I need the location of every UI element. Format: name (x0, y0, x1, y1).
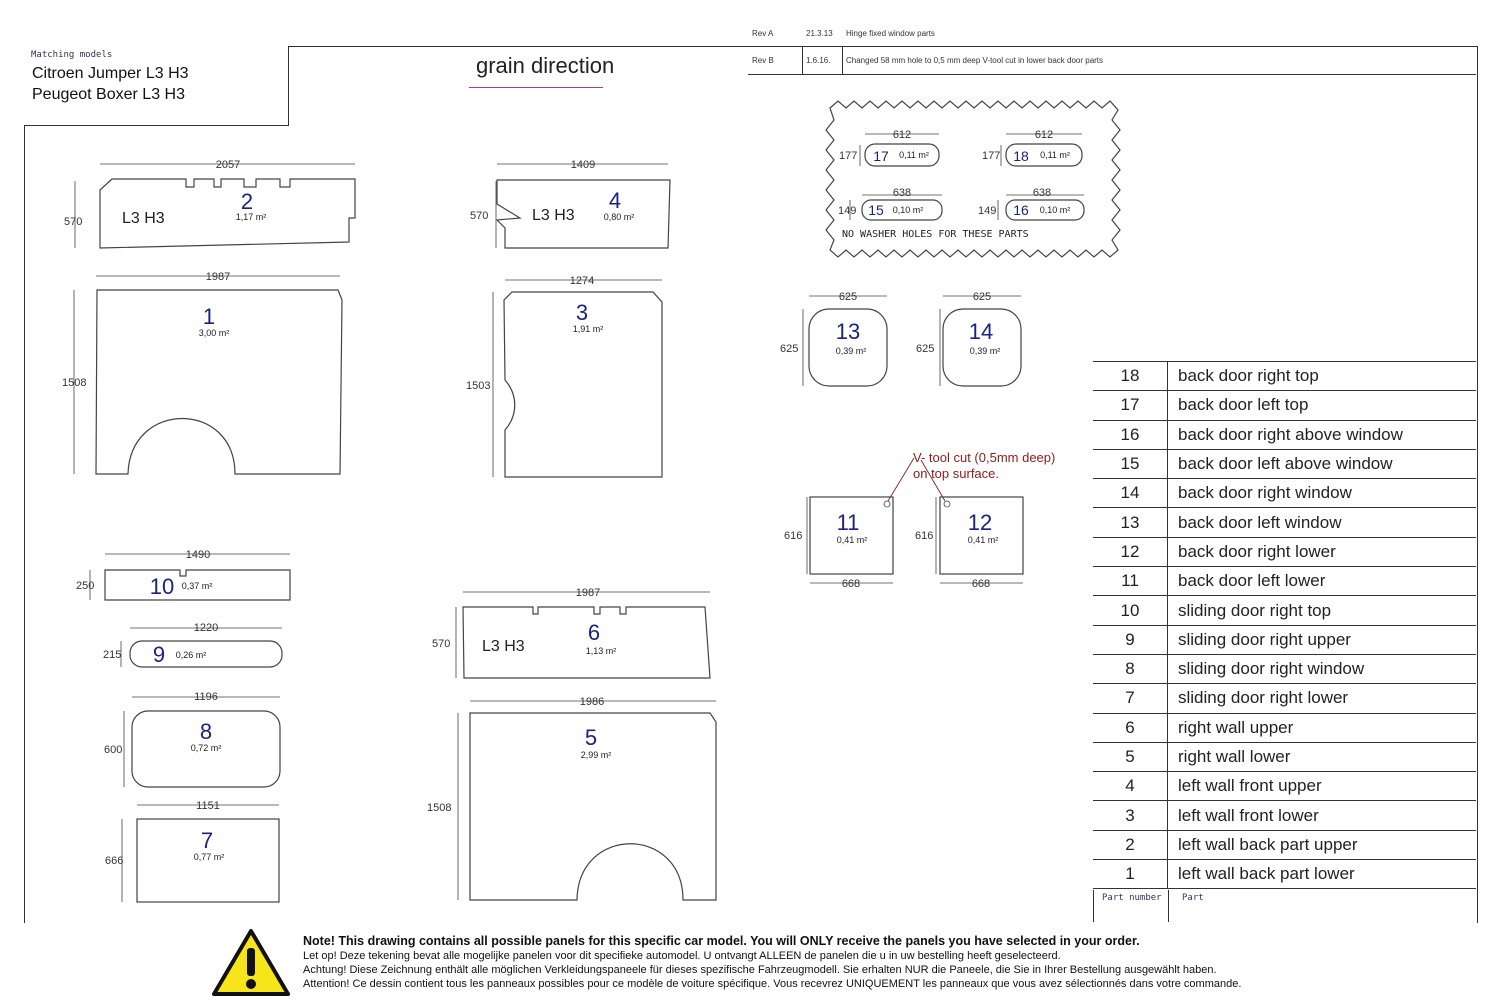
part-number-cell: 13 (1093, 508, 1168, 537)
panel-6 (432, 587, 710, 678)
panel-15-area: 0,10 m² (892, 205, 924, 215)
part-number-cell: 10 (1093, 596, 1168, 625)
panel-18-number: 18 (1013, 148, 1029, 164)
part-name-cell: left wall front lower (1168, 801, 1477, 830)
panel-1-width: 1987 (205, 271, 231, 283)
panel-15 (838, 187, 942, 220)
panel-12 (915, 497, 1023, 590)
panel-10 (76, 549, 290, 600)
table-row (1093, 654, 1476, 683)
vtool-note-line-2: on top surface. (913, 466, 999, 481)
rev-a-date: 21.3.13 (806, 29, 833, 38)
notice-dutch: Let op! Deze tekening bevat alle mogelijke panelen voor dit specifieke automodel. U ontvangt ALLEEN de panelen die u in uw bestelling heeft geselecteerd. (303, 950, 1061, 962)
part-name-cell: back door right above window (1168, 420, 1477, 449)
panel-12-area: 0,41 m² (967, 535, 999, 545)
part-number-cell: 6 (1093, 713, 1168, 742)
panel-4-height: 570 (470, 210, 489, 222)
panel-3-area: 1,91 m² (572, 324, 604, 334)
part-number-cell: 16 (1093, 420, 1168, 449)
part-name-cell: left wall front upper (1168, 772, 1477, 801)
panel-14-area: 0,39 m² (969, 346, 1001, 356)
part-number-cell: 18 (1093, 362, 1168, 391)
part-number-cell: 4 (1093, 772, 1168, 801)
notice-french: Attention! Ce dessin contient tous les panneaux possibles pour ce modèle de voiture spécifique. Vous recevrez UNIQUEMENT les panneaux que vous avez sélectionnés dans votre commande. (303, 978, 1242, 990)
panel-2-number: 2 (240, 189, 254, 214)
part-number-header: Part number (1102, 893, 1162, 903)
panel-18-area: 0,11 m² (1040, 150, 1070, 160)
rev-b-label: Rev B (752, 56, 774, 65)
panel-6-width: 1987 (575, 587, 601, 599)
part-name-cell: back door right top (1168, 362, 1477, 391)
table-row (1093, 801, 1476, 830)
panel-11-area: 0,41 m² (836, 535, 868, 545)
panel-14-height: 625 (916, 343, 935, 355)
panel-16 (978, 187, 1084, 220)
panel-1-number: 1 (202, 304, 216, 329)
panel-6-area: 1,13 m² (585, 646, 617, 656)
part-name-cell: sliding door right window (1168, 654, 1477, 683)
panel-12-height: 616 (915, 530, 934, 542)
rev-a-label: Rev A (752, 29, 774, 38)
panel-9-width: 1220 (193, 622, 219, 634)
panel-4-code: L3 H3 (532, 207, 575, 224)
panel-2 (64, 159, 355, 248)
grain-direction-label: grain direction (476, 53, 615, 78)
panel-4-number: 4 (608, 188, 622, 213)
vtool-cut-note (888, 450, 1055, 501)
panel-6-height: 570 (432, 638, 451, 650)
panel-8-area: 0,72 m² (190, 743, 222, 753)
part-name-cell: back door right window (1168, 479, 1477, 508)
panel-2-width: 2057 (215, 159, 241, 171)
panel-17-width: 612 (892, 129, 912, 141)
panel-13 (780, 291, 887, 386)
panel-5-number: 5 (584, 725, 598, 750)
parts-table (1093, 361, 1476, 889)
panel-10-area: 0,37 m² (181, 581, 213, 591)
part-number-cell: 1 (1093, 860, 1168, 889)
table-row (1093, 742, 1476, 771)
table-row (1093, 772, 1476, 801)
vtool-note-line-1: V- tool cut (0,5mm deep) (913, 450, 1056, 465)
part-name-cell: back door right lower (1168, 537, 1477, 566)
panel-7-width: 1151 (196, 800, 220, 812)
panel-18-width: 612 (1034, 129, 1054, 141)
panel-9-height: 215 (103, 649, 122, 661)
panel-2-area: 1,17 m² (235, 212, 267, 222)
rev-a-note: Hinge fixed window parts (846, 29, 935, 38)
panel-3-height: 1503 (466, 380, 491, 392)
panel-14-width: 625 (972, 291, 992, 303)
panel-6-number: 6 (587, 620, 601, 645)
panel-5-area: 2,99 m² (580, 750, 612, 760)
panel-7-area: 0,77 m² (193, 852, 225, 862)
table-row (1093, 391, 1476, 420)
part-number-cell: 9 (1093, 625, 1168, 654)
panel-3-number: 3 (575, 300, 589, 325)
table-row (1093, 479, 1476, 508)
part-number-cell: 14 (1093, 479, 1168, 508)
table-row (1093, 537, 1476, 566)
panel-3-width: 1274 (569, 275, 595, 287)
panel-9 (103, 622, 282, 667)
panel-15-height: 149 (838, 205, 857, 217)
part-name-cell: back door left window (1168, 508, 1477, 537)
panel-14 (916, 291, 1021, 386)
panel-8 (104, 691, 280, 787)
panel-8-number: 8 (199, 719, 213, 744)
table-row (1093, 625, 1476, 654)
panel-15-number: 15 (868, 202, 884, 218)
table-row (1093, 830, 1476, 859)
panel-17-area: 0,11 m² (899, 150, 929, 160)
parts-table-header-row (1093, 890, 1477, 922)
table-row (1093, 860, 1476, 889)
panel-16-height: 149 (978, 205, 997, 217)
panel-16-number: 16 (1013, 202, 1029, 218)
part-number-cell: 3 (1093, 801, 1168, 830)
panel-11-height: 616 (784, 530, 803, 542)
part-header: Part (1182, 893, 1204, 903)
panel-18-height: 177 (982, 150, 1001, 162)
panel-12-number: 12 (967, 510, 993, 535)
panel-10-height: 250 (76, 580, 95, 592)
part-number-cell: 15 (1093, 449, 1168, 478)
panel-13-number: 13 (835, 319, 861, 344)
panel-11 (784, 497, 893, 590)
part-number-cell: 12 (1093, 537, 1168, 566)
panel-8-height: 600 (104, 744, 123, 756)
panel-12-width: 668 (971, 578, 991, 590)
part-number-cell: 5 (1093, 742, 1168, 771)
panel-16-area: 0,10 m² (1039, 205, 1071, 215)
table-row (1093, 567, 1476, 596)
small-parts-box (826, 101, 1120, 257)
panel-4-width: 1409 (570, 159, 596, 171)
table-row (1093, 362, 1476, 391)
table-row (1093, 684, 1476, 713)
part-name-cell: sliding door right top (1168, 596, 1477, 625)
panel-2-code: L3 H3 (122, 210, 165, 227)
rev-b-date: 1.6.16. (806, 56, 831, 65)
panel-9-number: 9 (152, 642, 166, 667)
panel-11-width: 668 (841, 578, 861, 590)
no-washer-note: NO WASHER HOLES FOR THESE PARTS (842, 229, 1029, 240)
panel-6-code: L3 H3 (482, 638, 525, 655)
part-name-cell: back door left above window (1168, 449, 1477, 478)
part-name-cell: right wall lower (1168, 742, 1477, 771)
part-name-cell: left wall back part upper (1168, 830, 1477, 859)
part-number-cell: 7 (1093, 684, 1168, 713)
notice-block (212, 926, 1392, 998)
panel-7 (105, 800, 279, 902)
panel-16-width: 638 (1032, 187, 1052, 199)
panel-5 (427, 696, 716, 900)
panel-17-height: 177 (839, 150, 858, 162)
panel-17-number: 17 (873, 148, 889, 164)
table-row (1093, 596, 1476, 625)
model-line-2: Peugeot Boxer L3 H3 (32, 86, 185, 103)
notice-german: Achtung! Diese Zeichnung enthält alle möglichen Verkleidungspaneele für dieses spezifische Fahrzeugmodell. Sie erhalten NUR die Paneele, die Sie in Ihrer Bestellung ausgewählt haben. (303, 964, 1217, 976)
panel-1 (62, 271, 342, 474)
panel-10-number: 10 (149, 574, 175, 599)
part-name-cell: back door left lower (1168, 567, 1477, 596)
model-line-1: Citroen Jumper L3 H3 (32, 65, 189, 82)
panel-15-width: 638 (892, 187, 912, 199)
part-name-cell: back door left top (1168, 391, 1477, 420)
panel-4 (470, 159, 670, 248)
panel-1-area: 3,00 m² (198, 328, 230, 338)
table-row (1093, 449, 1476, 478)
panel-17 (839, 129, 939, 166)
warning-icon (212, 928, 290, 996)
matching-models-caption: Matching models (31, 50, 113, 60)
panel-4-area: 0,80 m² (603, 212, 635, 222)
part-number-cell: 2 (1093, 830, 1168, 859)
rev-b-note: Changed 58 mm hole to 0,5 mm deep V-tool cut in lower back door parts (846, 56, 1104, 65)
panel-7-number: 7 (200, 828, 214, 853)
panel-14-number: 14 (968, 319, 994, 344)
part-number-cell: 11 (1093, 567, 1168, 596)
part-name-cell: left wall back part lower (1168, 860, 1477, 889)
part-number-cell: 8 (1093, 654, 1168, 683)
part-number-cell: 17 (1093, 391, 1168, 420)
panel-8-width: 1196 (194, 691, 218, 703)
panel-1-height: 1508 (62, 377, 87, 389)
notice-english: Note! This drawing contains all possible panels for this specific car model. You will ONLY receive the panels you have selected in your order. (303, 934, 1140, 948)
panel-11-number: 11 (836, 510, 860, 535)
part-name-cell: sliding door right lower (1168, 684, 1477, 713)
panel-3 (466, 275, 662, 477)
panel-2-height: 570 (64, 216, 83, 228)
panel-5-height: 1508 (427, 802, 452, 814)
panel-9-area: 0,26 m² (175, 650, 207, 660)
table-row (1093, 420, 1476, 449)
table-row (1093, 713, 1476, 742)
panel-13-height: 625 (780, 343, 799, 355)
panel-13-area: 0,39 m² (835, 346, 867, 356)
part-name-cell: sliding door right upper (1168, 625, 1477, 654)
panel-10-width: 1490 (185, 549, 211, 561)
panel-7-height: 666 (105, 855, 124, 867)
panel-13-width: 625 (838, 291, 858, 303)
panel-5-width: 1986 (579, 696, 605, 708)
part-name-cell: right wall upper (1168, 713, 1477, 742)
panel-18 (982, 129, 1082, 166)
table-row (1093, 508, 1476, 537)
